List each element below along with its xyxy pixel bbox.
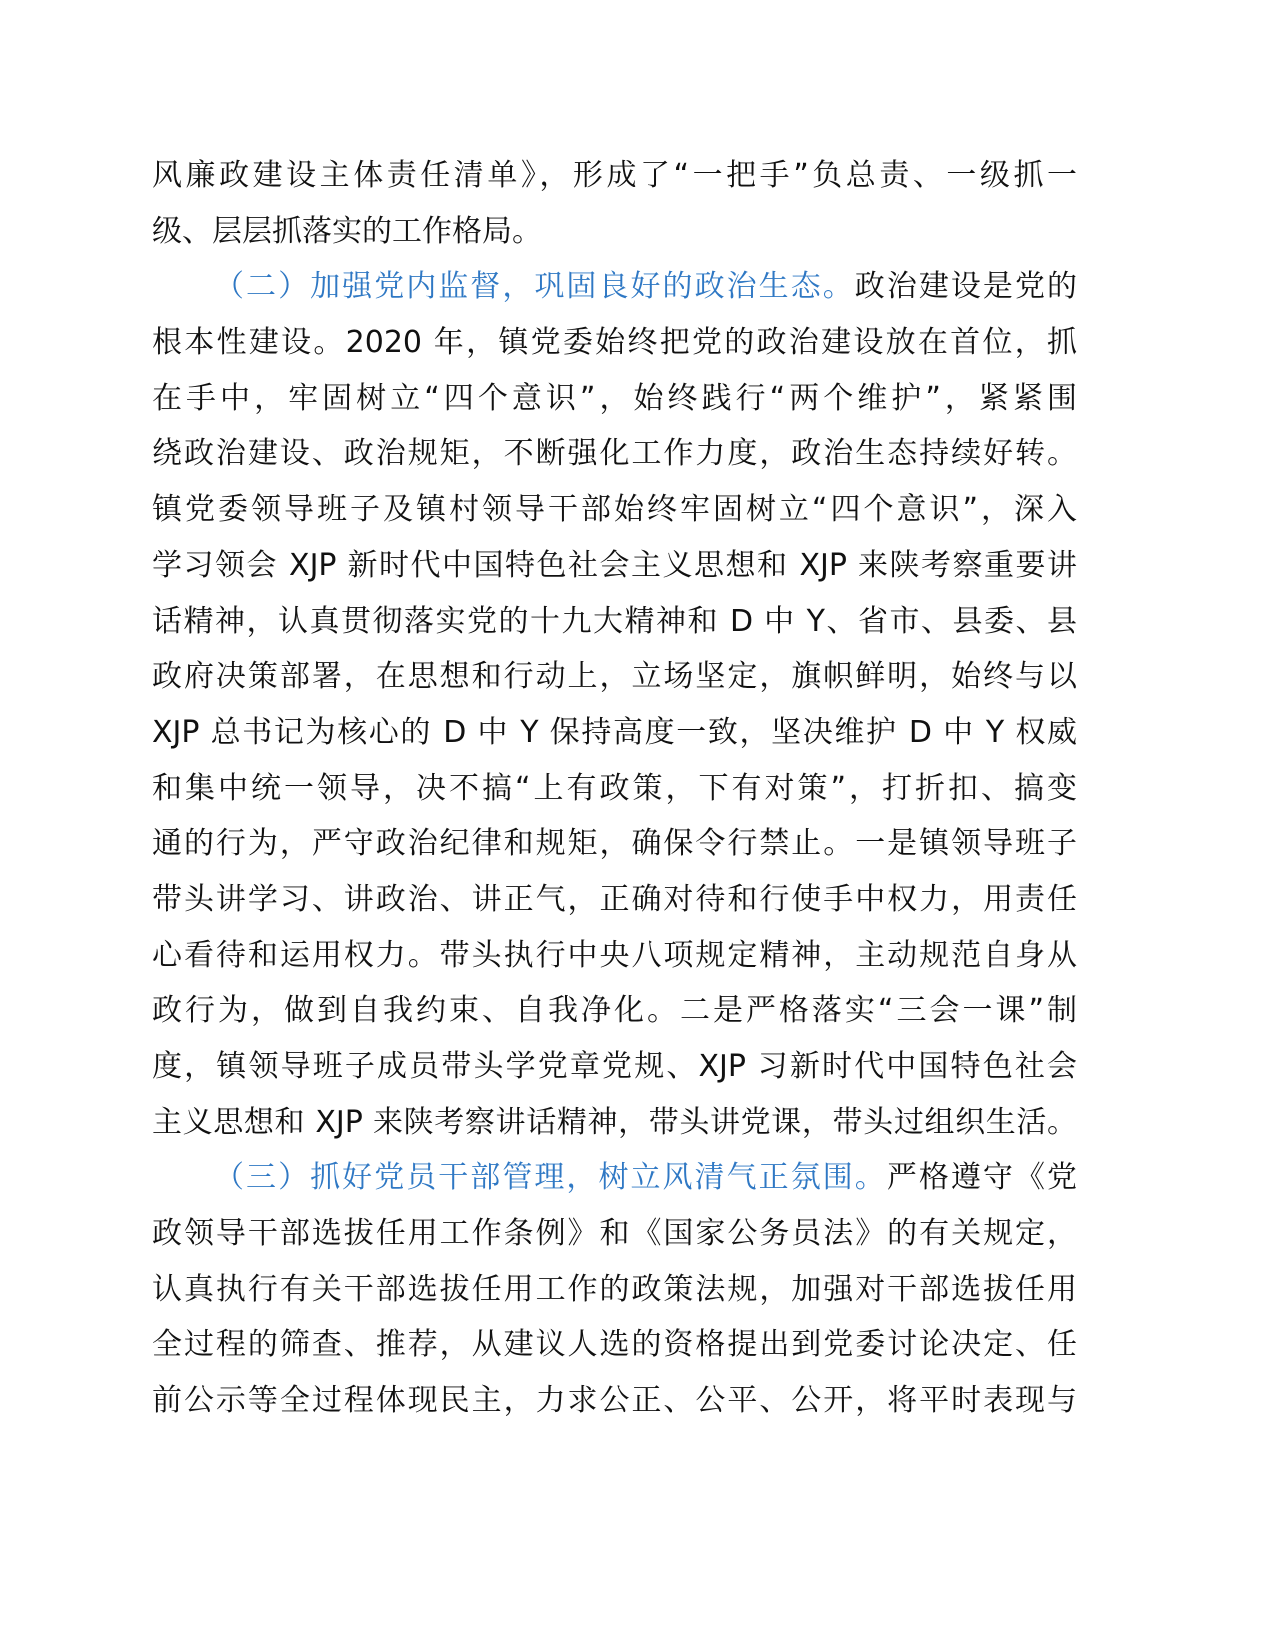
text-line: 话精神，认真贯彻落实党的十九大精神和 D 中 Y、省市、县委、县 [152,603,1077,639]
text-line: 带头讲学习、讲政治、讲正气，正确对待和行使手中权力，用责任 [152,881,1077,917]
text-line: 通的行为，严守政治纪律和规矩，确保令行禁止。一是镇领导班子 [152,826,1077,862]
text-line: 认真执行有关干部选拔任用工作的政策法规，加强对干部选拔任用 [152,1271,1077,1307]
text-line: 根本性建设。2020 年，镇党委始终把党的政治建设放在首位，抓 [152,325,1077,361]
section-2-lead-text: 政治建设是党的 [854,269,1078,305]
section-2-heading: （二）加强党内监督，巩固良好的政治生态。 [214,269,855,305]
text-line: 在手中，牢固树立“四个意识”，始终践行“两个维护”，紧紧围 [152,380,1077,416]
text-line: 度，镇领导班子成员带头学党章党规、XJP 习新时代中国特色社会 [152,1049,1077,1084]
document-page [152,148,1077,1429]
section-2-first-line [152,259,1077,315]
text-line: 主义思想和 XJP 来陕考察讲话精神，带头讲党课，带头过组织生活。 [152,1104,1077,1140]
text-line: 前公示等全过程体现民主，力求公正、公平、公开，将平时表现与 [152,1383,1077,1419]
text-line: 心看待和运用权力。带头执行中央八项规定精神，主动规范自身从 [152,937,1077,973]
text-line: 级、层层抓落实的工作格局。 [152,213,542,249]
text-line: 风廉政建设主体责任清单》，形成了“一把手”负总责、一级抓一 [152,158,1077,193]
text-line: 学习领会 XJP 新时代中国特色社会主义思想和 XJP 来陕考察重要讲 [152,547,1077,583]
text-line: XJP 总书记为核心的 D 中 Y 保持高度一致，坚决维护 D 中 Y 权威 [152,714,1077,750]
text-line: 政行为，做到自我约束、自我净化。二是严格落实“三会一课”制 [152,993,1077,1029]
section-3-heading: （三）抓好党员干部管理，树立风清气正氛围。 [214,1160,887,1196]
text-line: 全过程的筛查、推荐，从建议人选的资格提出到党委讨论决定、任 [152,1327,1077,1363]
text-line: 政府决策部署，在思想和行动上，立场坚定，旗帜鲜明，始终与以 [152,659,1077,695]
text-line: 和集中统一领导，决不搞“上有政策，下有对策”，打折扣、搞变 [152,770,1077,806]
section-3-lead-text: 严格遵守《党 [886,1160,1078,1196]
text-line: 政领导干部选拔任用工作条例》和《国家公务员法》的有关规定， [152,1216,1077,1252]
text-line: 绕政治建设、政治规矩，不断强化工作力度，政治生态持续好转。 [152,436,1077,472]
text-line: 镇党委领导班子及镇村领导干部始终牢固树立“四个意识”，深入 [152,492,1077,528]
section-3-first-line [152,1150,1077,1206]
